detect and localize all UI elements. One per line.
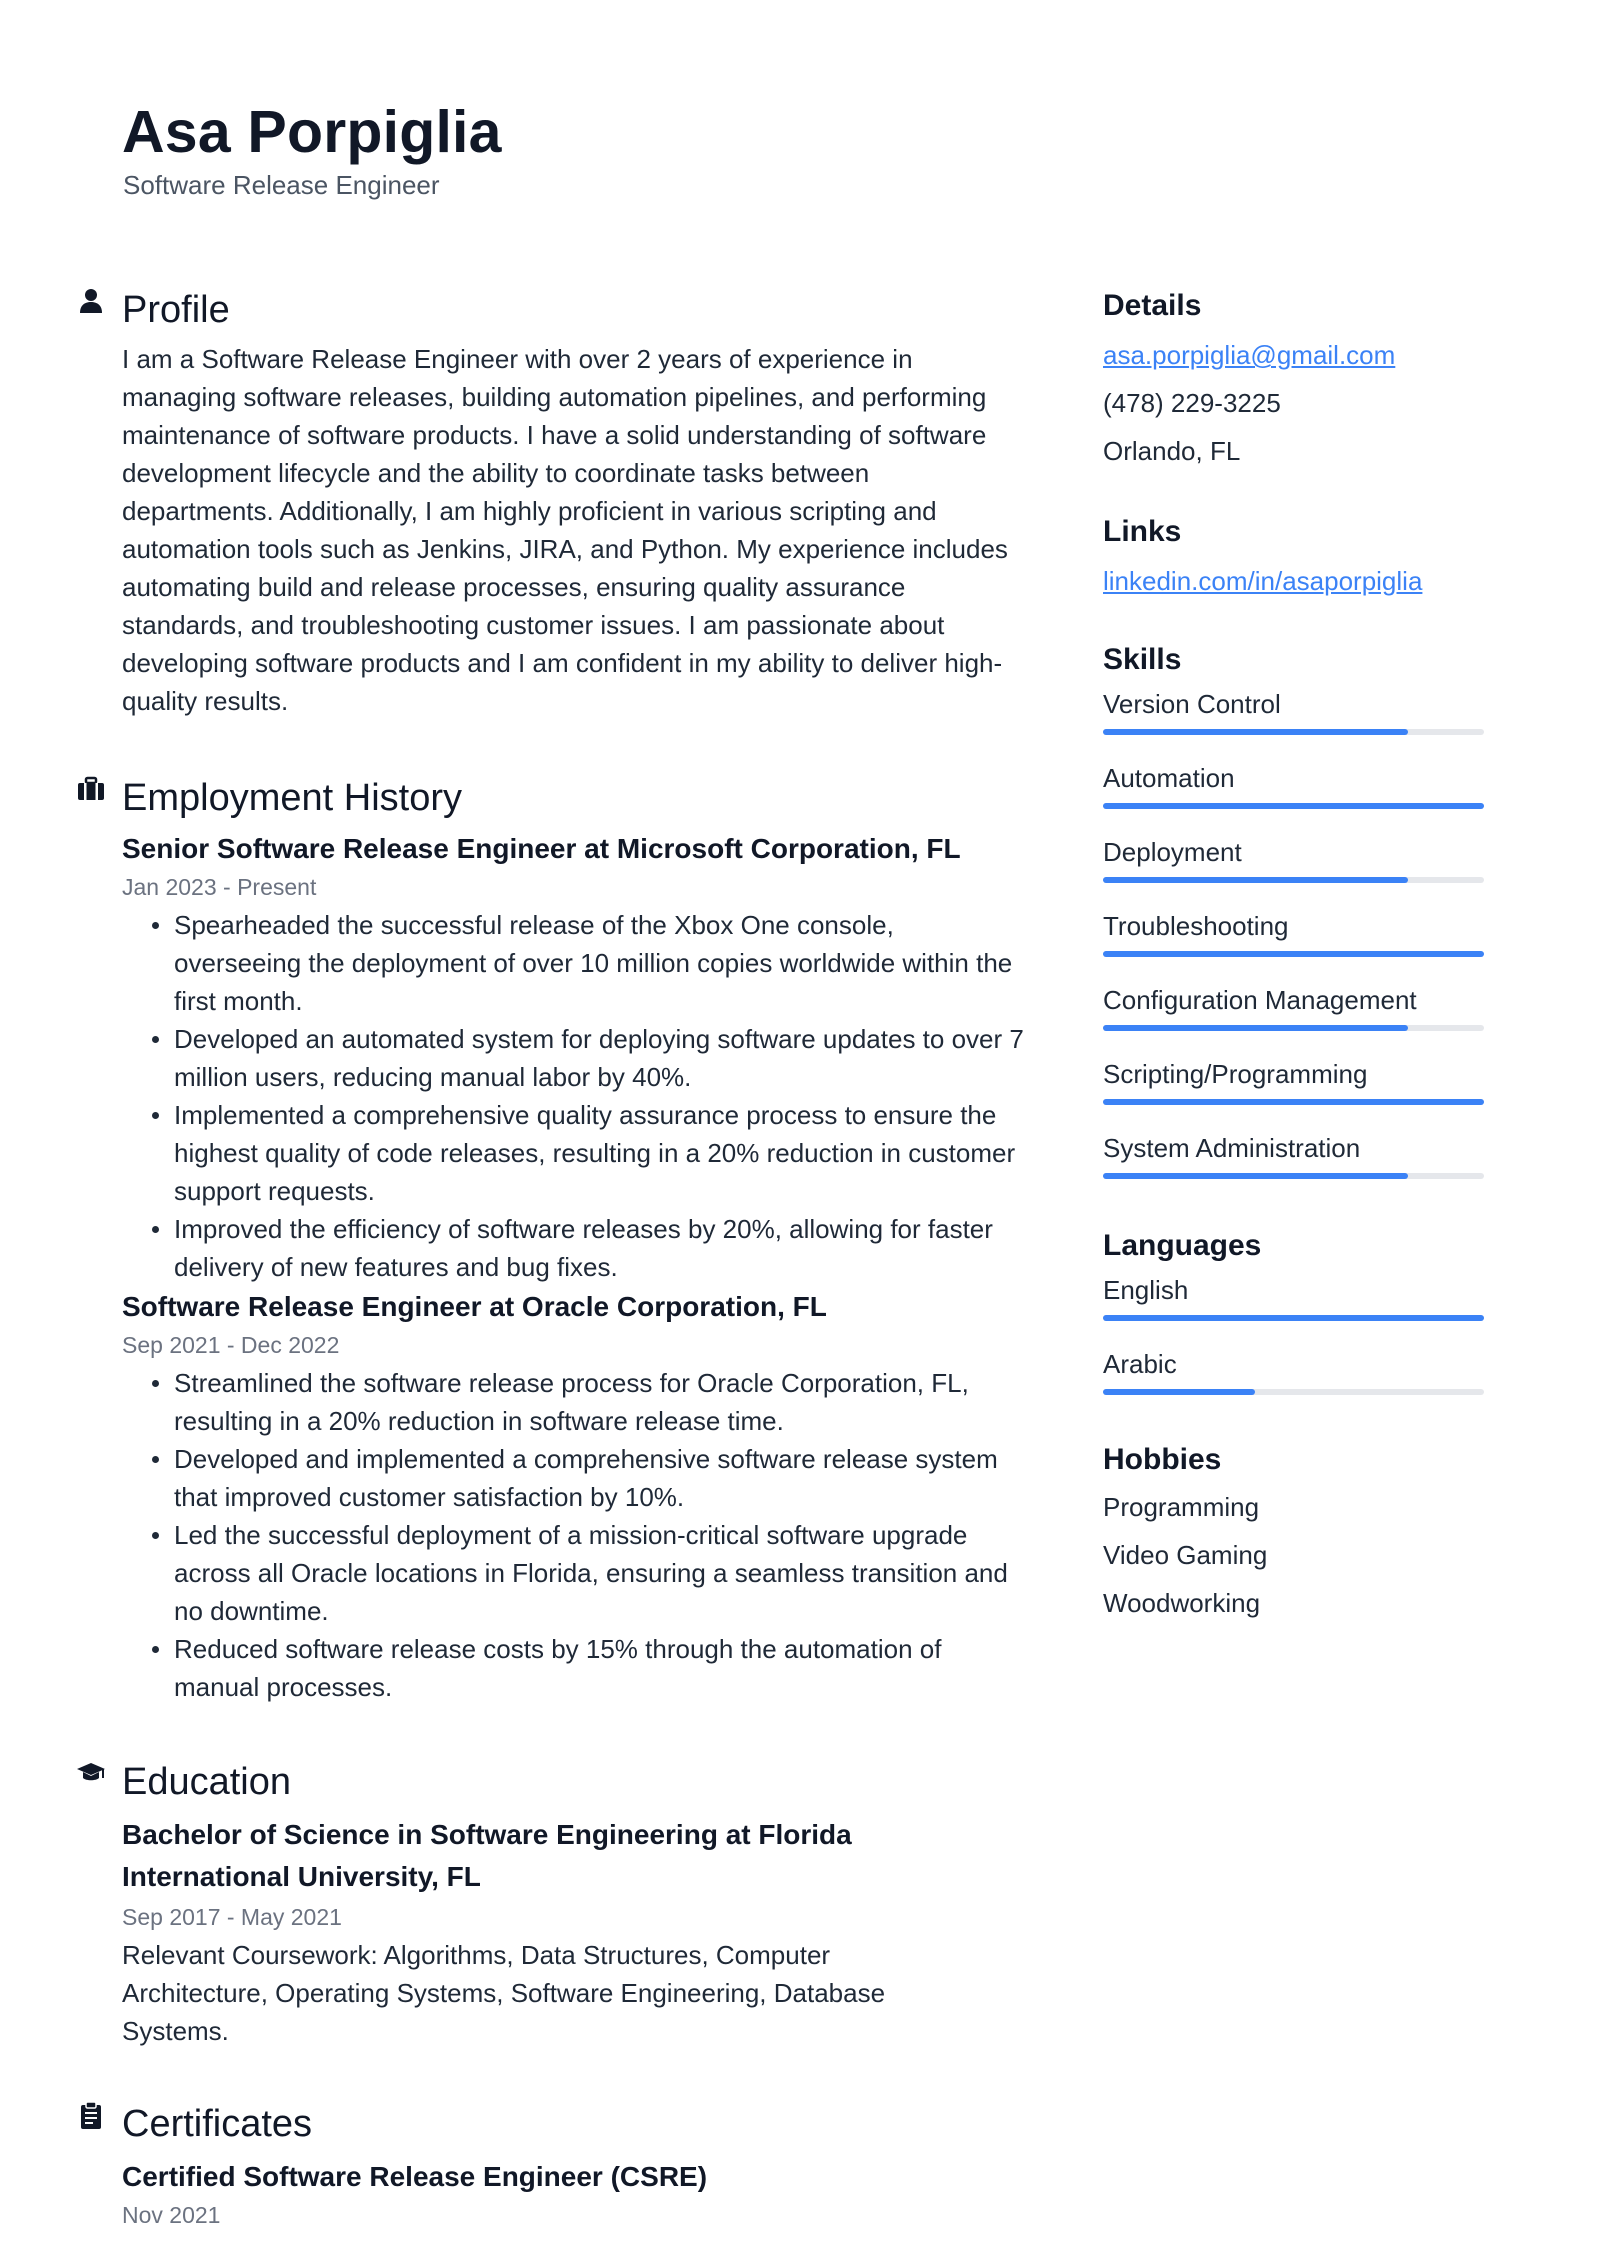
skill-level-fill [1103, 877, 1408, 883]
hobbies-section [1103, 1439, 1483, 1627]
hobby-item: Woodworking [1103, 1588, 1261, 1618]
language-level-fill [1103, 1389, 1255, 1395]
skill-level-bar [1103, 729, 1484, 735]
skill-label: System Administration [1103, 1133, 1361, 1163]
skill-level-bar [1103, 1173, 1484, 1179]
certificates-heading: Certificates [122, 2103, 313, 2145]
certificate-date: Nov 2021 [122, 2202, 221, 2228]
skill-label: Configuration Management [1103, 985, 1417, 1015]
language-level-fill [1103, 1315, 1484, 1321]
job-bullet: Implemented a comprehensive quality assurance process to ensure the highest quality of code releases, resulting in a 20% reduction in customer support requests. [174, 1096, 1027, 1210]
language-label: Arabic [1103, 1349, 1177, 1379]
profile-text: I am a Software Release Engineer with over 2 years of experience in managing software releases, building automation pipelines, and performing maintenance of software products. I have a solid understanding of software development lifecycle and the ability to coordinate tasks between departments. Additionally, I am highly proficient in various scripting and automation tools such as Jenkins, JIRA, and Python. My experience includes automating build and release processes, ensuring quality assurance standards, and troubleshooting customer issues. I am passionate about developing software products and I am confident in my ability to deliver high-quality results. [122, 344, 1008, 716]
skill-label: Version Control [1103, 689, 1281, 719]
skills-heading: Skills [1103, 643, 1182, 676]
linkedin-link[interactable]: linkedin.com/in/asaporpiglia [1103, 566, 1423, 596]
job-title: Senior Software Release Engineer at Microsoft Corporation, FL [122, 833, 961, 864]
skills-list [1103, 685, 1483, 1179]
languages-heading: Languages [1103, 1229, 1262, 1262]
job-bullets [174, 906, 1027, 1286]
side-column [1103, 285, 1483, 1627]
clipboard-icon [76, 2100, 106, 2130]
job-bullets [174, 1364, 1027, 1706]
skill-label: Deployment [1103, 837, 1242, 867]
skill-level-fill [1103, 1099, 1484, 1105]
job-bullet: Developed an automated system for deploying software updates to over 7 million users, reducing manual labor by 40%. [174, 1020, 1027, 1096]
skill-level-bar [1103, 803, 1484, 809]
hobby-item: Video Gaming [1103, 1540, 1268, 1570]
job-bullet: Streamlined the software release process for Oracle Corporation, FL, resulting in a 20% reduction in software release time. [174, 1364, 1027, 1440]
candidate-name: Asa Porpiglia [122, 99, 502, 165]
job-dates: Jan 2023 - Present [122, 874, 317, 900]
skill-level-bar [1103, 1025, 1484, 1031]
education-coursework: Relevant Coursework: Algorithms, Data Structures, Computer Architecture, Operating Systems, Software Engineering, Database Systems. [122, 1940, 886, 2046]
skill-level-fill [1103, 951, 1484, 957]
phone-number: (478) 229-3225 [1103, 388, 1281, 418]
person-icon [76, 286, 106, 316]
skill-level-fill [1103, 1025, 1408, 1031]
education-section [122, 1754, 1027, 2050]
skill-label: Scripting/Programming [1103, 1059, 1368, 1089]
language-level-bar [1103, 1389, 1484, 1395]
skills-section [1103, 639, 1483, 1179]
details-heading: Details [1103, 289, 1202, 322]
employment-section [122, 770, 1027, 1706]
certificates-section [122, 2096, 1027, 2234]
job-dates: Sep 2021 - Dec 2022 [122, 1332, 340, 1358]
job-bullet: Led the successful deployment of a mission-critical software upgrade across all Oracle locations in Florida, ensuring a seamless transition and no downtime. [174, 1516, 1027, 1630]
profile-section [122, 282, 1027, 720]
hobby-item: Programming [1103, 1492, 1260, 1522]
graduation-cap-icon [76, 1758, 106, 1788]
skill-level-fill [1103, 803, 1484, 809]
skill-level-fill [1103, 729, 1408, 735]
skill-level-bar [1103, 877, 1484, 883]
job-title: Software Release Engineer at Oracle Corporation, FL [122, 1291, 827, 1322]
details-section [1103, 285, 1483, 475]
job-bullet: Improved the efficiency of software releases by 20%, allowing for faster delivery of new features and bug fixes. [174, 1210, 1027, 1286]
profile-heading: Profile [122, 289, 230, 331]
job-bullet: Spearheaded the successful release of the Xbox One console, overseeing the deployment of over 10 million copies worldwide within the first month. [174, 906, 1027, 1020]
links-heading: Links [1103, 515, 1182, 548]
education-dates: Sep 2017 - May 2021 [122, 1904, 342, 1930]
email-link[interactable]: asa.porpiglia@gmail.com [1103, 340, 1396, 370]
languages-section [1103, 1225, 1483, 1395]
job-bullet: Reduced software release costs by 15% through the automation of manual processes. [174, 1630, 1027, 1706]
links-section [1103, 511, 1483, 605]
location: Orlando, FL [1103, 436, 1241, 466]
skill-level-fill [1103, 1173, 1408, 1179]
certificate-title: Certified Software Release Engineer (CSRE) [122, 2161, 708, 2192]
job-bullet: Developed and implemented a comprehensive software release system that improved customer satisfaction by 10%. [174, 1440, 1027, 1516]
main-column [122, 282, 1027, 2234]
skill-label: Troubleshooting [1103, 911, 1289, 941]
education-heading: Education [122, 1761, 292, 1803]
employment-heading: Employment History [122, 777, 462, 819]
language-level-bar [1103, 1315, 1484, 1321]
education-title: Bachelor of Science in Software Engineering at Florida International University, FL [122, 1819, 852, 1892]
job-entry [122, 830, 1027, 1286]
job-entry [122, 1288, 1027, 1706]
hobbies-heading: Hobbies [1103, 1443, 1222, 1476]
language-label: English [1103, 1275, 1189, 1305]
candidate-title: Software Release Engineer [123, 170, 440, 200]
skill-level-bar [1103, 1099, 1484, 1105]
briefcase-icon [76, 774, 106, 804]
languages-list [1103, 1271, 1483, 1395]
skill-level-bar [1103, 951, 1484, 957]
skill-label: Automation [1103, 763, 1235, 793]
